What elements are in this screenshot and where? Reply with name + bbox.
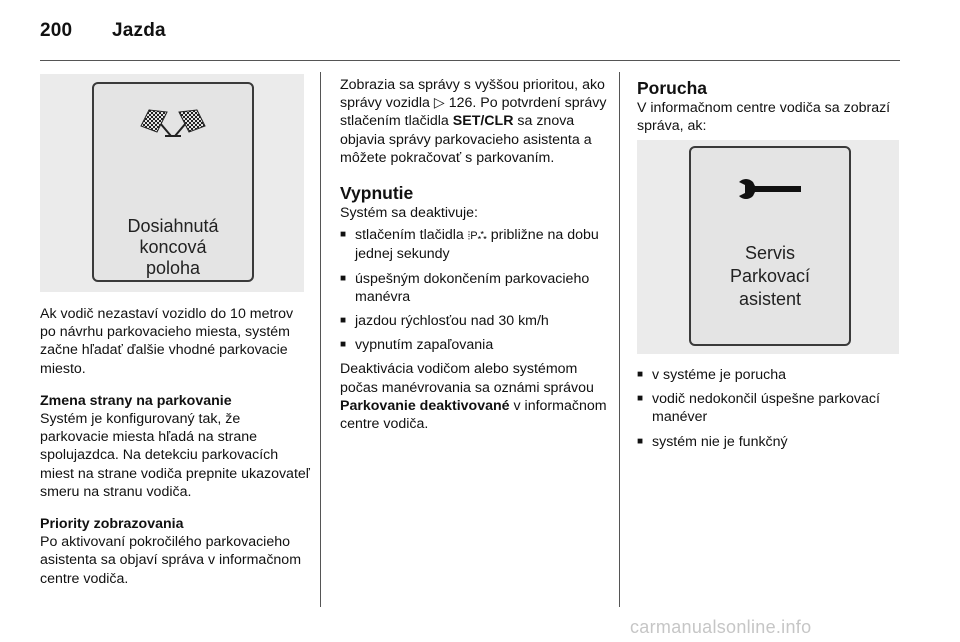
- list-item: ■ systém nie je funkčný: [637, 433, 899, 451]
- wrench-icon: [735, 176, 805, 202]
- button-name: SET/CLR: [452, 113, 514, 130]
- message-name: Parkovanie deaktivované: [340, 397, 510, 414]
- display-line: Parkovací: [729, 266, 811, 286]
- section-title: Jazda: [112, 20, 166, 41]
- bullet-list: [637, 366, 899, 451]
- subheading: Priority zobrazovania: [40, 516, 184, 533]
- display-line: Servis: [744, 243, 795, 263]
- column-2-text: [340, 76, 612, 447]
- parking-assist-button-icon: ⦙P⁂: [467, 230, 487, 243]
- paragraph: Systém sa deaktivuje:: [340, 205, 478, 222]
- list-item: [340, 226, 612, 263]
- bullet-list: [340, 226, 612, 354]
- section-heading: Porucha: [637, 78, 708, 98]
- subheading: Zmena strany na parkovanie: [40, 392, 232, 409]
- list-item: ■ úspešným dokončením parkovacieho manévra: [340, 270, 612, 306]
- text-run: Deaktivácia vodičom alebo systémom počas manévrovania sa oznámi správou: [340, 361, 594, 396]
- column-divider-1: [320, 72, 321, 607]
- display-line: koncová: [139, 237, 207, 257]
- watermark: carmanualsonline.info: [630, 617, 812, 637]
- list-item: ■ jazdou rýchlosťou nad 30 km/h: [340, 312, 612, 330]
- text-run: sa znova objavia správy parkovacieho asistenta a môžete pokračovať s parkovaním.: [340, 113, 592, 166]
- arrow-reference-icon: ▷: [433, 95, 445, 112]
- page-reference: 126: [448, 95, 473, 112]
- display-line: Dosiahnutá: [127, 216, 219, 236]
- paragraph: [340, 76, 612, 167]
- display-line: poloha: [145, 258, 201, 278]
- page-number: 200: [40, 20, 73, 41]
- list-item: ■ vypnutím zapaľovania: [340, 336, 612, 354]
- paragraph: V informačnom centre vodiča sa zobrazí správa, ak:: [637, 100, 891, 135]
- column-3-text: [637, 78, 899, 149]
- text-run: stlačením tlačidla: [355, 227, 468, 244]
- paragraph: Ak vodič nezastaví vozidlo do 10 metrov po návrhu parkovacieho miesta, systém začne hľadať ďalšie vhodné parkovacie miesto.: [40, 306, 294, 377]
- text-run: Zobrazia sa správy s vyššou prioritou, ako správy vozidla: [340, 77, 605, 112]
- paragraph: Systém je konfigurovaný tak, že parkovacie miesta hľadá na strane spolujazdca. Na detekciu parkovacích miest na strane vodiča prepnite ukazovateľ smeru na stranu vodiča.: [40, 411, 310, 500]
- paragraph: Po aktivovaní pokročilého parkovacieho asistenta sa objaví správa v informačnom centre vodiča.: [40, 534, 302, 587]
- section-heading: Vypnutie: [340, 183, 414, 204]
- page-header: [40, 20, 166, 42]
- text-run: . Po potvrdení správy stlačením tlačidla: [340, 95, 607, 130]
- header-rule: [40, 60, 900, 61]
- list-item: ■ vodič nedokončil úspešne parkovací manéver: [637, 390, 899, 426]
- column-divider-2: [619, 72, 620, 607]
- display-line: asistent: [738, 289, 802, 309]
- column-3-list: [637, 366, 899, 457]
- parking-end-display: [92, 82, 254, 282]
- text-run: v informačnom centre vodiča.: [340, 397, 607, 433]
- paragraph: [340, 360, 612, 433]
- text-run: približne na dobu jednej sekundy: [355, 227, 599, 263]
- list-item: ■ v systéme je porucha: [637, 366, 899, 384]
- service-display: [689, 146, 851, 346]
- checkered-flags-icon: [133, 106, 213, 142]
- column-1-text: [40, 305, 312, 602]
